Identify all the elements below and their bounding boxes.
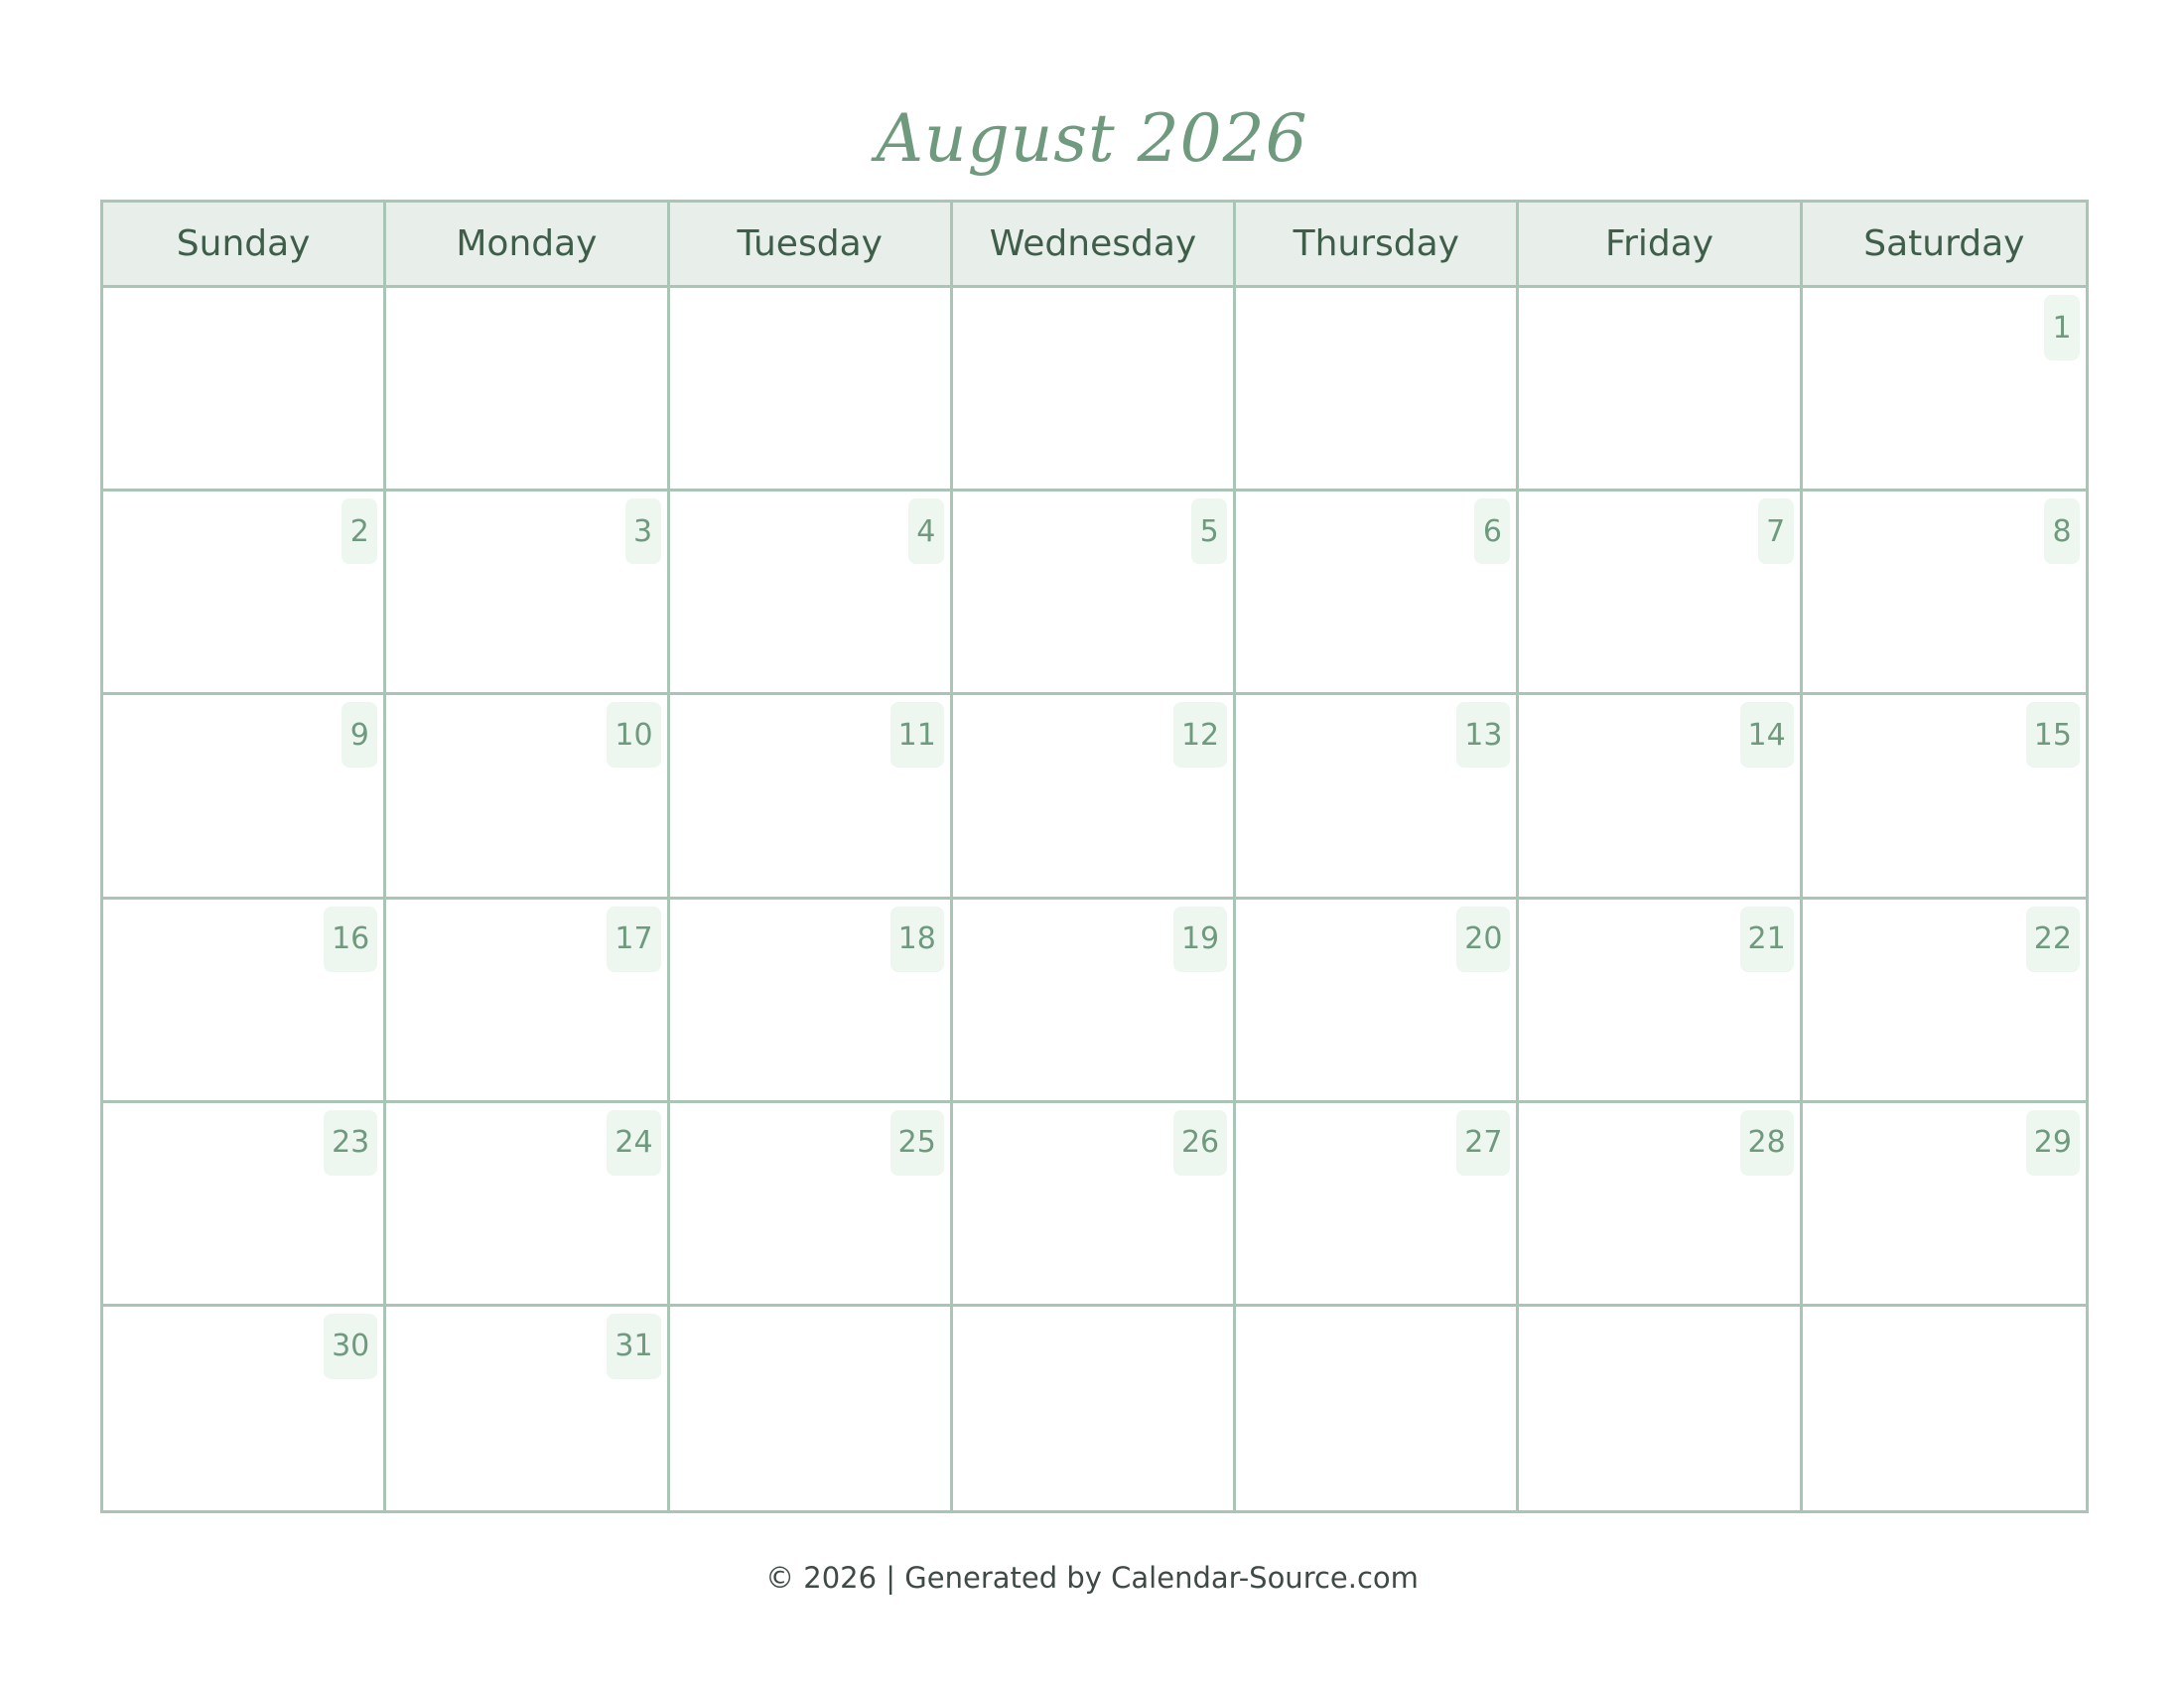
day-cell-4 [670,492,953,695]
day-number: 26 [1173,1110,1227,1176]
day-cell-30 [103,1307,386,1510]
day-number: 20 [1456,907,1510,972]
day-cell-5 [953,492,1236,695]
empty-day-cell [1803,1307,2086,1510]
day-number: 14 [1740,702,1794,768]
day-number: 1 [2044,295,2080,360]
day-cell-17 [386,900,669,1103]
day-number: 13 [1456,702,1510,768]
day-cell-1 [1803,288,2086,492]
day-cell-15 [1803,695,2086,899]
weekday-header-sunday: Sunday [103,203,386,288]
day-cell-29 [1803,1103,2086,1307]
day-number: 28 [1740,1110,1794,1176]
day-cell-21 [1519,900,1802,1103]
empty-day-cell [670,1307,953,1510]
day-cell-28 [1519,1103,1802,1307]
day-cell-9 [103,695,386,899]
empty-day-cell [953,288,1236,492]
empty-day-cell [1519,288,1802,492]
day-number: 18 [890,907,944,972]
footer-credit: © 2026 | Generated by Calendar-Source.com [765,1561,1419,1595]
day-number: 30 [324,1314,377,1379]
day-number: 27 [1456,1110,1510,1176]
empty-day-cell [386,288,669,492]
weekday-header-tuesday: Tuesday [670,203,953,288]
day-cell-23 [103,1103,386,1307]
day-number: 25 [890,1110,944,1176]
day-cell-16 [103,900,386,1103]
day-number: 22 [2026,907,2080,972]
day-number: 2 [341,498,377,564]
empty-day-cell [1519,1307,1802,1510]
day-number: 4 [908,498,944,564]
day-number: 15 [2026,702,2080,768]
day-cell-8 [1803,492,2086,695]
day-cell-24 [386,1103,669,1307]
day-number: 5 [1191,498,1227,564]
day-number: 7 [1758,498,1794,564]
day-number: 10 [607,702,660,768]
day-number: 11 [890,702,944,768]
day-number: 24 [607,1110,660,1176]
day-cell-10 [386,695,669,899]
empty-day-cell [1236,288,1519,492]
day-cell-11 [670,695,953,899]
day-cell-13 [1236,695,1519,899]
day-number: 12 [1173,702,1227,768]
weekday-header-wednesday: Wednesday [953,203,1236,288]
day-number: 19 [1173,907,1227,972]
day-number: 3 [625,498,661,564]
weekday-header-monday: Monday [386,203,669,288]
day-cell-20 [1236,900,1519,1103]
day-number: 16 [324,907,377,972]
day-number: 31 [607,1314,660,1379]
calendar-grid [100,200,2089,1513]
day-number: 17 [607,907,660,972]
day-cell-26 [953,1103,1236,1307]
day-number: 23 [324,1110,377,1176]
day-cell-12 [953,695,1236,899]
day-cell-6 [1236,492,1519,695]
weekday-header-thursday: Thursday [1236,203,1519,288]
day-cell-2 [103,492,386,695]
empty-day-cell [670,288,953,492]
empty-day-cell [1236,1307,1519,1510]
day-number: 8 [2044,498,2080,564]
day-cell-18 [670,900,953,1103]
day-cell-22 [1803,900,2086,1103]
calendar-title: August 2026 [876,100,1308,177]
day-cell-27 [1236,1103,1519,1307]
day-cell-3 [386,492,669,695]
day-cell-25 [670,1103,953,1307]
day-cell-7 [1519,492,1802,695]
day-cell-31 [386,1307,669,1510]
day-number: 9 [341,702,377,768]
day-number: 21 [1740,907,1794,972]
day-cell-14 [1519,695,1802,899]
empty-day-cell [953,1307,1236,1510]
day-cell-19 [953,900,1236,1103]
day-number: 6 [1474,498,1510,564]
empty-day-cell [103,288,386,492]
day-number: 29 [2026,1110,2080,1176]
weekday-header-friday: Friday [1519,203,1802,288]
weekday-header-saturday: Saturday [1803,203,2086,288]
